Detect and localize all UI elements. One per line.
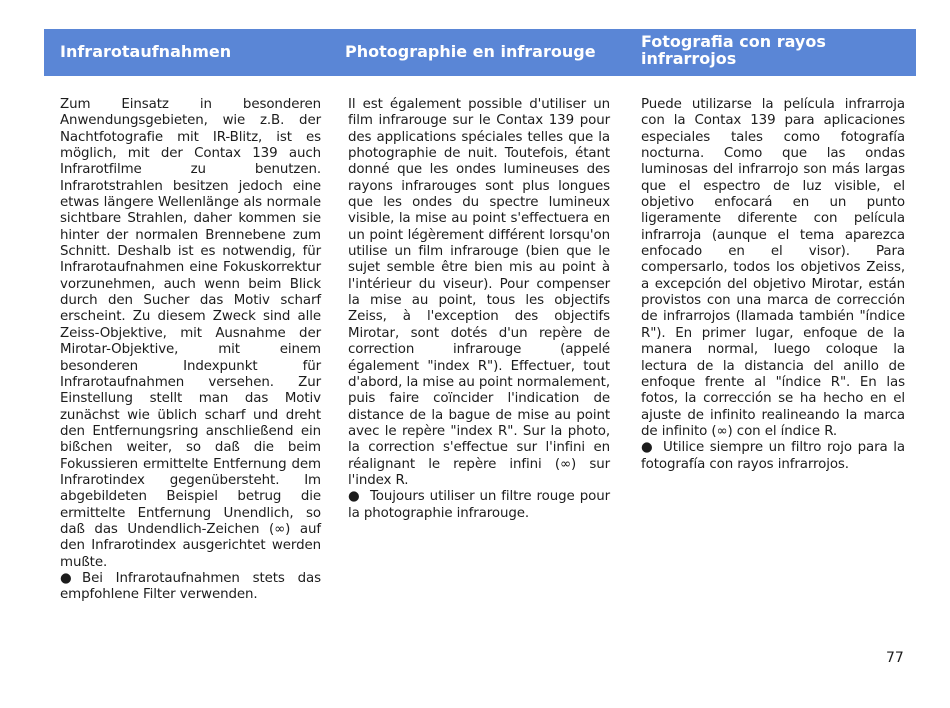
spanish-column-title: Fotografia con rayos infrarrojos <box>641 32 826 68</box>
german-body-text: Zum Einsatz in besonderen Anwendungsgebieten, wie z.B. der Nachtfotografie mit IR-Blitz, ist es möglich, mit der Contax 139 auch Infrarotfilme zu benutzen. Infrarotstrahlen besitzen jedoch eine etwas längere Wellenlänge als normale sichtbare Strahlen, daher kommen sie hinter der normalen Brennebene zum Schnitt. Deshalb ist es notwendig, für Infrarotaufnahmen eine Fokuskorrektur vorzunehmen, auch wenn beim Blick durch den Sucher das Motiv scharf erscheint. Zu diesem Zweck sind alle Zeiss-Objektive, mit Ausnahme der Mirotar-Objektive, mit einem besonderen Indexpunkt für Infrarotaufnahmen versehen. Zur Einstellung stellt man das Motiv zunächst wie üblich scharf und dreht den Entfernungsring anschließend ein bißchen weiter, so daß die beim Fokussieren ermittelte Entfernung dem Infrarotindex gegenübersteht. Im abgebildeten Beispiel betrug die ermittelte Entfernung Unendlich, so daß das Undendlich-Zeichen (∞) auf den Infrarotindex ausgerichtet werden mußte. <box>60 97 321 570</box>
french-column-title: Photographie en infrarouge <box>345 42 596 61</box>
spanish-bullet-note <box>641 440 905 473</box>
bullet-icon: ● <box>641 440 653 456</box>
bullet-icon: ● <box>60 570 72 586</box>
french-bullet-text: Toujours utiliser un filtre rouge pour la photographie infrarouge. <box>348 489 610 521</box>
german-column-title: Infrarotaufnahmen <box>60 42 232 61</box>
german-bullet-text: Bei Infrarotaufnahmen stets das empfohlene Filter verwenden. <box>60 570 321 603</box>
spanish-column <box>641 97 905 473</box>
german-bullet-note <box>60 571 321 604</box>
spanish-body-text: Puede utilizarse la película infrarroja con la Contax 139 para aplicaciones especiales tales como fotografía nocturna. Como que las ondas luminosas del infrarrojo son más largas que el espectro de luz visible, el objetivo enfocará en un punto ligeramente diferente con película infrarroja (aunque el tema aparezca enfocado en el visor). Para compersarlo, todos los objetivos Zeiss, a excepción del objetivo Mirotar, están provistos con una marca de corrección de infrarrojos (llamada también "índice R"). En primer lugar, enfoque de la manera normal, luego coloque la lectura de la distancia del anillo de enfoque frente al "índice R". En las fotos, la corrección se ha hecho en el ajuste de infinito realineando la marca de infinito (∞) con el índice R. <box>641 97 905 439</box>
spanish-bullet-text: Utilice siempre un filtro rojo para la fotografía con rayos infrarrojos. <box>641 440 905 472</box>
french-bullet-note <box>348 489 610 522</box>
french-body-text: Il est également possible d'utiliser un film infrarouge sur le Contax 139 pour des applications spéciales telles que la photographie de nuit. Toutefois, étant donné que les ondes lumineuses des rayons infrarouges sont plus longues que les ondes du spectre lumineux visible, la mise au point s'effectuera en un point légèrement différent lorsqu'on utilise un film infrarouge (bien que le sujet semble être bien mis au point à l'intérieur du viseur). Pour compenser la mise au point, tous les objectifs Zeiss, à l'exception des objectifs Mirotar, sont dotés d'un repère de correction infrarouge (appelé également "index R"). Effectuer, tout d'abord, la mise au point normalement, puis faire coïncider l'indication de distance de la bague de mise au point avec le repère "index R". Sur la photo, la correction s'effectue sur l'infini en réalignant le repère infini (∞) sur l'index R. <box>348 97 610 488</box>
bullet-icon: ● <box>348 489 360 505</box>
page-number: 77 <box>886 650 904 666</box>
french-column <box>348 97 610 522</box>
german-column <box>60 97 321 604</box>
